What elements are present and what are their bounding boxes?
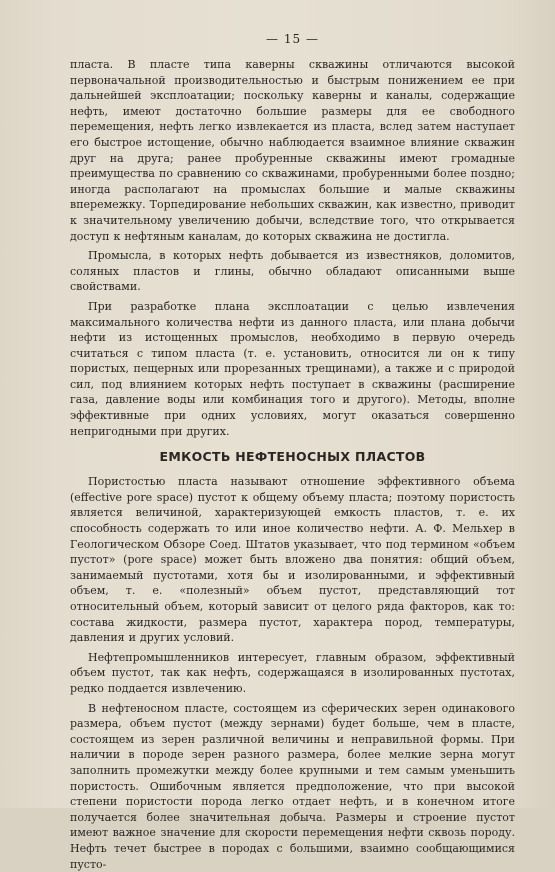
paragraph: Промысла, в которых нефть добывается из известняков, доломитов, соляных пластов и глины, обычно обладают описанными выше свойствами. [70, 249, 515, 294]
paragraph: В нефтеносном пласте, состоящем из сферических зерен одинакового размера, объем пустот (между зернами) будет больше, чем в пласте, состоящем из зерен различной величины и неправильной формы. При наличии в породе зерен разного размера, более мелкие зерна могут заполнить промежутки между более крупными и тем самым уменьшить пористость. Ошибочным является предположение, что при высокой степени пористости порода легко отдает нефть, и в конечном итоге получается более значительная добыча. Размеры и строение пустот имеют важное значение для скорости перемещения нефти сквозь породу. Нефть течет быстрее в породах с большими, взаимно сообщающимися пусто- [70, 701, 515, 871]
paragraph: При разработке плана эксплоатации с целью извлечения максимального количества нефти из данного пласта, или плана добычи нефти из истощенных промыслов, необходимо в первую очередь считаться с типом пласта (т. е. установить, относится ли он к типу пористых, пещерных или прорезанных трещинами), а также и с природой сил, под влиянием которых нефть поступает в скважины (расширение газа, давление воды или комбинация того и другого). Методы, вполне эффективные при одних условиях, могут оказаться совершенно непригодными при других. [70, 299, 515, 438]
paragraph: пласта. В пласте типа каверны скважины отличаются высокой первоначальной производительностью и быстрым понижением ее при дальнейшей эксплоатации; поскольку каверны и каналы, содержащие нефть, имеют достаточно большие размеры для ее свободного перемещения, нефть легко извлекается из пласта, вслед затем наступает его быстрое истощение, обычно наблюдается взаимное влияние скважин друг на друга; ранее пробуренные скважины имеют громадные преимущества по сравнению со скважинами, пробуренными более поздно; иногда располагают на промыслах большие и малые скважины вперемежку. Торпедирование небольших скважин, как известно, приводит к значительному увеличению добычи, вследствие того, что открывается доступ к нефтяным каналам, до которых скважина не достигла. [70, 58, 515, 243]
paragraph: Пористостью пласта называют отношение эффективного объема (effective pore space) пустот к общему объему пласта; поэтому пористость является величиной, характеризующей емкость пластов, т. е. их способность содержать то или иное количество нефти. А. Ф. Мельхер в Геологическом Обзоре Соед. Штатов указывает, что под термином «объем пустот» (pore space) может быть вложено два понятия: общий объем, занимаемый пустотами, хотя бы и изолированными, и эффективный объем, т. е. «полезный» объем пустот, представляющий тот относительный объем, который зависит от целого ряда факторов, как то: состава жидкости, размера пустот, характера пород, температуры, давления и других условий. [70, 475, 515, 645]
paragraph: Нефтепромышленников интересует, главным образом, эффективный объем пустот, так как нефть, содержащаяся в изолированных пустотах, редко поддается извлечению. [70, 650, 515, 695]
page-number: — 15 — [266, 32, 319, 46]
section-heading: ЕМКОСТЬ НЕФТЕНОСНЫХ ПЛАСТОВ [159, 449, 426, 465]
